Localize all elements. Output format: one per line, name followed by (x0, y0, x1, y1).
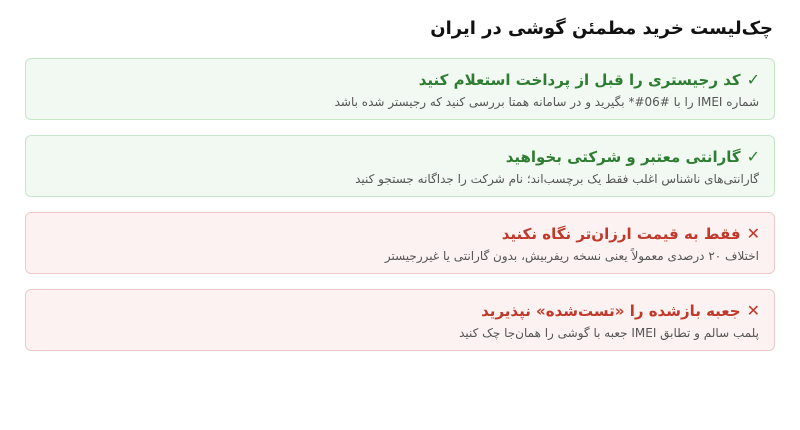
checklist-item-header (40, 145, 760, 169)
checklist-item (25, 135, 775, 197)
checklist-item (25, 289, 775, 351)
checklist-item-header (40, 68, 760, 92)
cross-icon: ✕ (746, 301, 760, 320)
checklist-item-description: پلمب سالم و تطابق IMEI جعبه با گوشی را همان‌جا چک کنید (459, 326, 759, 340)
page-title: چک‌لیست خرید مطمئن گوشی در ایران (430, 18, 773, 39)
checklist-item-description: اختلاف ۲۰ درصدی معمولاً یعنی نسخه ریفربیش، بدون گارانتی یا غیررجیستر (384, 249, 759, 263)
cross-icon: ✕ (746, 224, 760, 243)
checklist-item-header (40, 222, 760, 246)
checklist-item (25, 58, 775, 120)
checklist-item-title: فقط به قیمت ارزان‌تر نگاه نکنید (501, 225, 741, 243)
checklist-item (25, 212, 775, 274)
checklist-item-description: شماره IMEI را با ‎*#06#‎ بگیرید و در سامانه همتا بررسی کنید که رجیستر شده باشد (334, 95, 759, 109)
check-icon: ✓ (746, 147, 760, 166)
checklist-item-title: جعبه بازشده را «تست‌شده» نپذیرید (481, 302, 741, 320)
checklist-item-header (40, 299, 760, 323)
check-icon: ✓ (746, 70, 760, 89)
checklist-item-title: گارانتی معتبر و شرکتی بخواهید (505, 148, 741, 166)
checklist-item-description: گارانتی‌های ناشناس اغلب فقط یک برچسب‌اند؛ نام شرکت را جداگانه جستجو کنید (355, 172, 759, 186)
checklist-item-title: کد رجیستری را قبل از پرداخت استعلام کنید (418, 71, 741, 89)
